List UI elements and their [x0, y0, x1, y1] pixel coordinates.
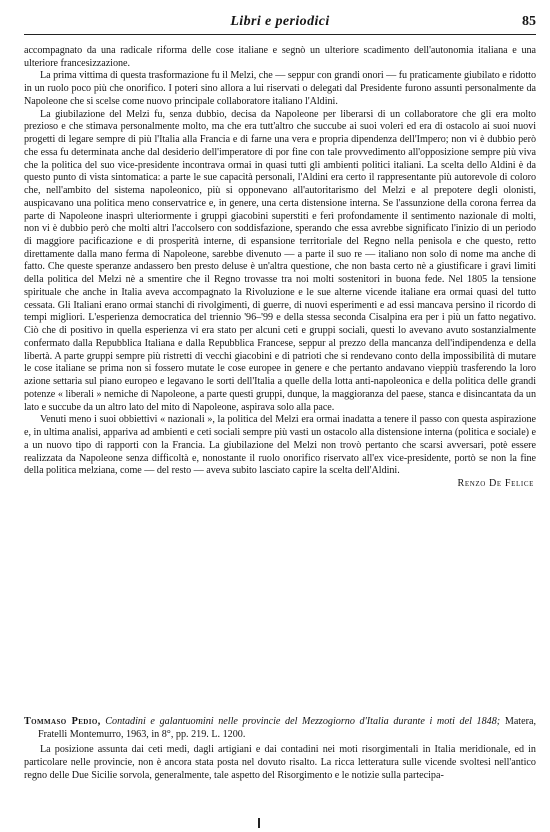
article-paragraph: accompagnato da una radicale riforma delle cose italiane e segnò un ulteriore scadimento dell'autonomia italiana e una ulteriore francesizzazione.: [24, 45, 536, 69]
author-signature: Renzo De Felice: [457, 477, 534, 489]
review-paragraph: La posizione assunta dai ceti medi, dagli artigiani e dai contadini nei moti risorgimentali in Italia meridionale, ed in particolare nelle provincie, non è ancora stata posta nel dovuto risalto. La ricca letteratura sulle vicende svoltesi nell'antico regno delle Due Sicilie sorvola, generalmente, tale aspetto del Risorgimento e le notizie sulla partecipa-: [24, 744, 536, 781]
review-book-title: Contadini e galantuomini nelle provincie del Mezzogiorno d'Italia durante i moti del 1848;: [105, 716, 501, 727]
page-header: [24, 12, 536, 34]
article-body: [24, 45, 536, 491]
book-review: [24, 716, 536, 783]
article-paragraph: La prima vittima di questa trasformazione fu il Melzi, che — seppur con grandi onori — fu praticamente giubilato e ridotto in un ruolo poco più che onorifico. I poteri sino allora a lui riservati o delegati dal Presidente furono assunti personalmente da Napoleone che si scelse come nuovo principale collaboratore italiano l'Aldini.: [24, 70, 536, 107]
running-title: Libri e periodici: [230, 14, 330, 29]
page-bottom-mark: [258, 818, 260, 828]
page-number: 85: [522, 14, 536, 29]
review-publication-details: Matera, Fratelli Montemurro, 1963, in 8°, pp. 219. L. 1200.: [38, 716, 537, 740]
review-citation: [24, 716, 536, 741]
review-author: Tommaso Pedio,: [24, 716, 101, 727]
article-paragraph: Venuti meno i suoi obbiettivi « nazionali », la politica del Melzi era ormai inadatta a tenere il passo con questa aspirazione e, in ultima analisi, appariva ad ambienti e ceti sociali sempre più vasti un ostacolo alla distensione interna (politica e sociale) e a un nuovo tipo di rapporti con la Francia. La giubilazione del Melzi non trovò pertanto che scarsi avversari, potè essere realizzata da Napoleone senza difficoltà e, nonostante il ruolo onorifico riservato all'ex vice-presidente, portò se non la fine della politica melziana, come — del resto — aveva subito lasciato capire la scelta dell'Aldini.: [24, 414, 536, 477]
article-paragraph: La giubilazione del Melzi fu, senza dubbio, decisa da Napoleone per liberarsi di un collaboratore che gli era molto prezioso e che stimava personalmente molto, ma che era tutt'altro che succube ai suoi voleri ed era di ostacolo ai suoi nuovi progetti di legare sempre di più l'Italia alla Francia e di farne una vera e propria dipendenza dell'Impero; non vi è dubbio però che essa fu determinata anche dal desiderio dell'imperatore di por fine con tale provvedimento all'opposizione sempre più viva che la politica del suo vice-presidente incontrava ormai in quasi tutti gli ambienti politici italiani. La scelta dello Aldini è da questo punto di vista sintomatica: a parte le sue capacità personali, l'Aldini era certo il rappresentante più autorevole di coloro che, nell'ambito del sistema napoleonico, più si opponevano all'autoritarismo del Melzi e al prepotere degli olonisti, auspicavano una politica meno conservatrice e, in genere, una certa distensione interna. Se l'assunzione della corona ferrea da parte di Napoleone inasprì ulteriormente i gruppi giacobini superstiti e ferì profondamente il sentimento nazionale di molti, non vi è dubbio però che molti altri l'accolsero con soddisfazione, sperando che essa avrebbe significato l'inizio di un periodo di maggiore pacificazione e di prosperità interne, di espansione territoriale del Regno nella penisola e che questo, retto direttamente dalla mano ferma di Napoleone, sarebbe divenuto — a parte il suo re — italiano non solo di nome ma anche di fatto. Che queste speranze andassero ben presto deluse è un'altra questione, che non basta certo nè a giustificare i gravi limiti della politica del Melzi nè a smentire che il Regno trovasse tra noi molti sostenitori in buona fede. Nel 1805 la tensione spirituale che anche in Italia aveva accompagnato la Rivoluzione e le sue alterne vicende italiane era ormai quasi del tutto cessata. Gli Italiani erano ormai stanchi di rivolgimenti, di guerre, di nuovi esperimenti e ad essi mancava persino il ricordo di tempi migliori. L'esperienza democratica del triennio '96–'99 e della stessa seconda Cisalpina era per i più un fatto negativo. Ciò che di positivo in quella esperienza vi era stato per alcuni ceti e gruppi sociali, questi lo avevano avuto sostanzialmente confermato dalla Repubblica Italiana e dalla Repubblica Francese, seppur al prezzo della mancanza dell'indipendenza e della libertà. A parte gruppi sempre più ristretti di vecchi giacobini e di patrioti che si rendevano conto della impossibilità di mutare le cose italiane se prima non si fossero mutate le cose europee in genere e che pertanto andavano vieppiù trasferendo la loro azione settaria sul piano europeo e legavano le sorti dell'Italia a quelle della lotta anti-napoleonica e della politica delle grandi potenze « liberali » nemiche di Napoleone, a parte questi gruppi, dunque, la maggioranza del paese, stanca e disincantata da un lato e succube da un altro lato del mito di Napoleone, aspirava solo alla pace.: [24, 108, 536, 413]
header-rule: [24, 34, 536, 35]
